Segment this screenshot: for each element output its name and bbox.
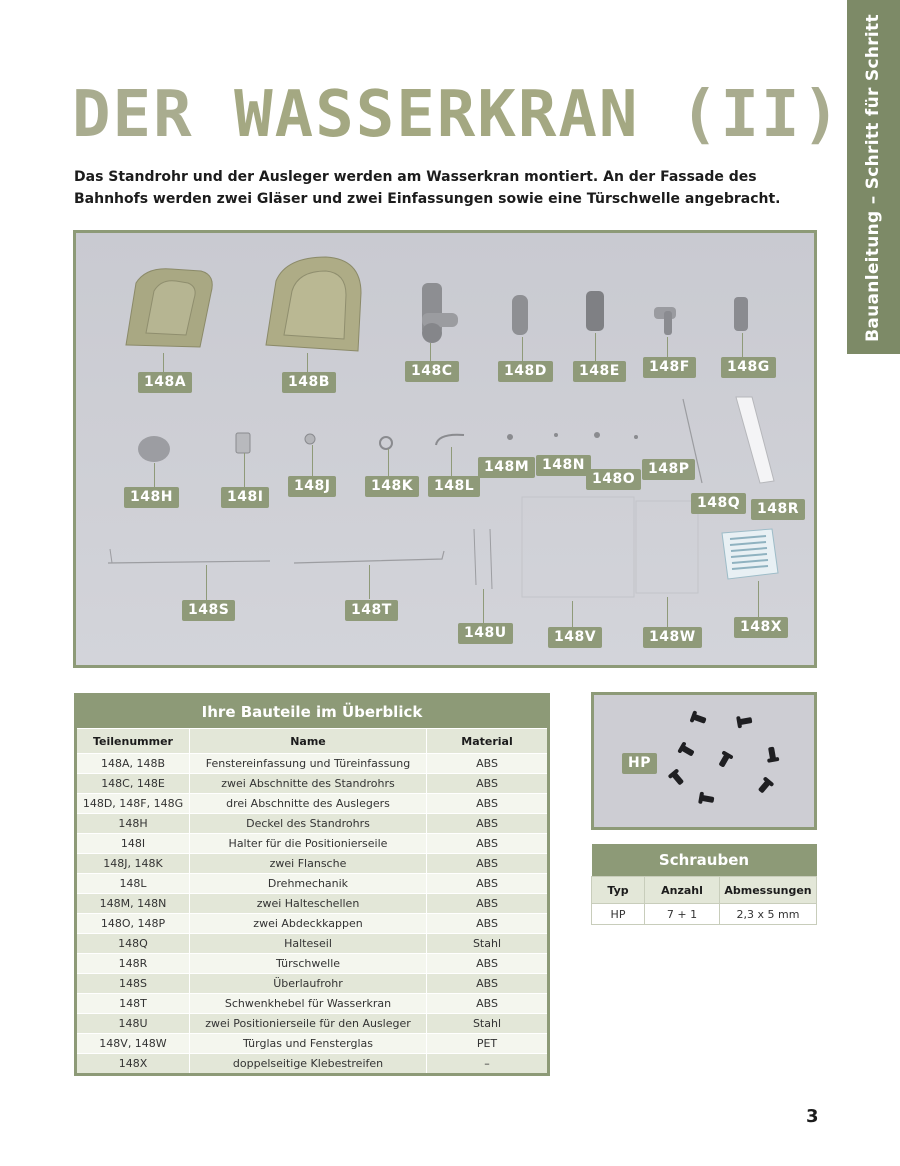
part-label-148K: 148K <box>365 476 419 497</box>
table-cell: Drehmechanik <box>190 874 427 894</box>
table-row <box>76 1034 549 1054</box>
part-label-148V: 148V <box>548 627 602 648</box>
table-cell: 148O, 148P <box>76 914 190 934</box>
table-cell: 148H <box>76 814 190 834</box>
table-cell: Halter für die Positionierseile <box>190 834 427 854</box>
table-cell: ABS <box>427 854 549 874</box>
table-row <box>76 974 549 994</box>
parts-overview-table <box>74 693 550 1076</box>
col-header-part-number: Teilenummer <box>76 729 190 754</box>
part-label-148I: 148I <box>221 487 269 508</box>
table-cell: zwei Positionierseile für den Ausleger <box>190 1014 427 1034</box>
sidebar-label: Bauanleitung – Schritt für Schritt <box>863 14 883 342</box>
leader-148H <box>154 463 155 487</box>
table-cell: ABS <box>427 774 549 794</box>
leader-148G <box>742 333 743 359</box>
leader-148L <box>451 447 452 477</box>
table-cell: HP <box>592 904 645 925</box>
leader-148T <box>369 565 370 599</box>
leader-148X <box>758 581 759 617</box>
page-number: 3 <box>806 1106 819 1127</box>
part-label-148R: 148R <box>751 499 805 520</box>
table-row <box>76 934 549 954</box>
parts-table-body <box>76 754 549 1075</box>
title-word-1: DER <box>72 78 194 152</box>
table-cell: Stahl <box>427 934 549 954</box>
part-label-148D: 148D <box>498 361 553 382</box>
table-cell: – <box>427 1054 549 1075</box>
table-cell: 148Q <box>76 934 190 954</box>
table-cell: zwei Abschnitte des Standrohrs <box>190 774 427 794</box>
screws-table-title: Schrauben <box>592 844 817 877</box>
col-header-material: Material <box>427 729 549 754</box>
table-cell: 148T <box>76 994 190 1014</box>
table-cell: 148R <box>76 954 190 974</box>
leader-148F <box>667 337 668 359</box>
table-row <box>76 854 549 874</box>
table-cell: 148J, 148K <box>76 854 190 874</box>
table-cell: ABS <box>427 814 549 834</box>
leader-148K <box>388 449 389 477</box>
table-cell: Deckel des Standrohrs <box>190 814 427 834</box>
leader-148U <box>483 589 484 623</box>
parts-table-title: Ihre Bauteile im Überblick <box>76 695 549 729</box>
table-row <box>76 794 549 814</box>
leader-148J <box>312 445 313 477</box>
part-label-148M: 148M <box>478 457 535 478</box>
table-cell: zwei Halteschellen <box>190 894 427 914</box>
screws-table-body <box>592 904 817 925</box>
col-header-count: Anzahl <box>645 877 720 904</box>
table-cell: drei Abschnitte des Auslegers <box>190 794 427 814</box>
part-label-148B: 148B <box>282 372 336 393</box>
table-cell: ABS <box>427 754 549 774</box>
page-title <box>72 80 842 150</box>
table-cell: 148M, 148N <box>76 894 190 914</box>
table-row <box>76 774 549 794</box>
table-cell: ABS <box>427 794 549 814</box>
table-cell: ABS <box>427 834 549 854</box>
col-header-name: Name <box>190 729 427 754</box>
part-label-hp: HP <box>622 753 657 774</box>
table-cell: 148S <box>76 974 190 994</box>
table-cell: 148D, 148F, 148G <box>76 794 190 814</box>
table-cell: 148A, 148B <box>76 754 190 774</box>
part-label-148S: 148S <box>182 600 235 621</box>
part-label-148N: 148N <box>536 455 591 476</box>
leader-148S <box>206 565 207 601</box>
table-cell: ABS <box>427 894 549 914</box>
table-cell: ABS <box>427 954 549 974</box>
table-row <box>76 1014 549 1034</box>
table-cell: Halteseil <box>190 934 427 954</box>
table-cell: zwei Abdeckkappen <box>190 914 427 934</box>
leader-148D <box>522 337 523 363</box>
table-cell: 148I <box>76 834 190 854</box>
table-row <box>76 954 549 974</box>
table-cell: doppelseitige Klebestreifen <box>190 1054 427 1075</box>
leader-148I <box>244 453 245 487</box>
table-row <box>76 754 549 774</box>
table-cell: ABS <box>427 974 549 994</box>
table-cell: PET <box>427 1034 549 1054</box>
part-label-148G: 148G <box>721 357 776 378</box>
part-label-148F: 148F <box>643 357 696 378</box>
col-header-dimensions: Abmessungen <box>720 877 817 904</box>
sidebar-tab <box>847 0 900 354</box>
table-cell: 148C, 148E <box>76 774 190 794</box>
part-label-148J: 148J <box>288 476 336 497</box>
table-row <box>76 874 549 894</box>
table-cell: ABS <box>427 874 549 894</box>
part-label-148W: 148W <box>643 627 702 648</box>
leader-148E <box>595 333 596 363</box>
leader-148V <box>572 601 573 627</box>
part-label-148Q: 148Q <box>691 493 746 514</box>
table-row <box>76 834 549 854</box>
part-label-148A: 148A <box>138 372 192 393</box>
table-cell: Fenstereinfassung und Türeinfassung <box>190 754 427 774</box>
table-cell: 148X <box>76 1054 190 1075</box>
table-cell: ABS <box>427 994 549 1014</box>
table-cell: Türglas und Fensterglas <box>190 1034 427 1054</box>
part-label-148P: 148P <box>642 459 695 480</box>
table-cell: 2,3 x 5 mm <box>720 904 817 925</box>
table-cell: zwei Flansche <box>190 854 427 874</box>
table-row <box>76 894 549 914</box>
table-cell: 148U <box>76 1014 190 1034</box>
title-word-3: (II) <box>679 78 843 152</box>
part-label-148T: 148T <box>345 600 398 621</box>
table-cell: Stahl <box>427 1014 549 1034</box>
col-header-type: Typ <box>592 877 645 904</box>
screws-illustration <box>594 695 814 827</box>
parts-photo <box>73 230 817 668</box>
table-cell: 148L <box>76 874 190 894</box>
part-label-148X: 148X <box>734 617 788 638</box>
table-row <box>76 814 549 834</box>
table-cell: ABS <box>427 914 549 934</box>
table-cell: 148V, 148W <box>76 1034 190 1054</box>
intro-text: Das Standrohr und der Ausleger werden am Wasserkran montiert. An der Fassade des Bahnhofs werden zwei Gläser und zwei Einfassungen sowie eine Türschwelle angebracht. <box>74 169 781 207</box>
part-label-148E: 148E <box>573 361 626 382</box>
leader-148C <box>430 343 431 363</box>
table-cell: Schwenkhebel für Wasserkran <box>190 994 427 1014</box>
title-word-2: WASSERKRAN <box>234 78 640 152</box>
part-label-148O: 148O <box>586 469 641 490</box>
table-row <box>76 1054 549 1075</box>
part-label-148H: 148H <box>124 487 179 508</box>
screws-table <box>591 844 817 925</box>
leader-148W <box>667 597 668 627</box>
part-label-148L: 148L <box>428 476 480 497</box>
table-row <box>76 994 549 1014</box>
part-label-148C: 148C <box>405 361 459 382</box>
table-cell: Türschwelle <box>190 954 427 974</box>
table-cell: Überlaufrohr <box>190 974 427 994</box>
part-label-148U: 148U <box>458 623 513 644</box>
table-cell: 7 + 1 <box>645 904 720 925</box>
screws-photo <box>591 692 817 830</box>
table-row <box>592 904 817 925</box>
table-row <box>76 914 549 934</box>
